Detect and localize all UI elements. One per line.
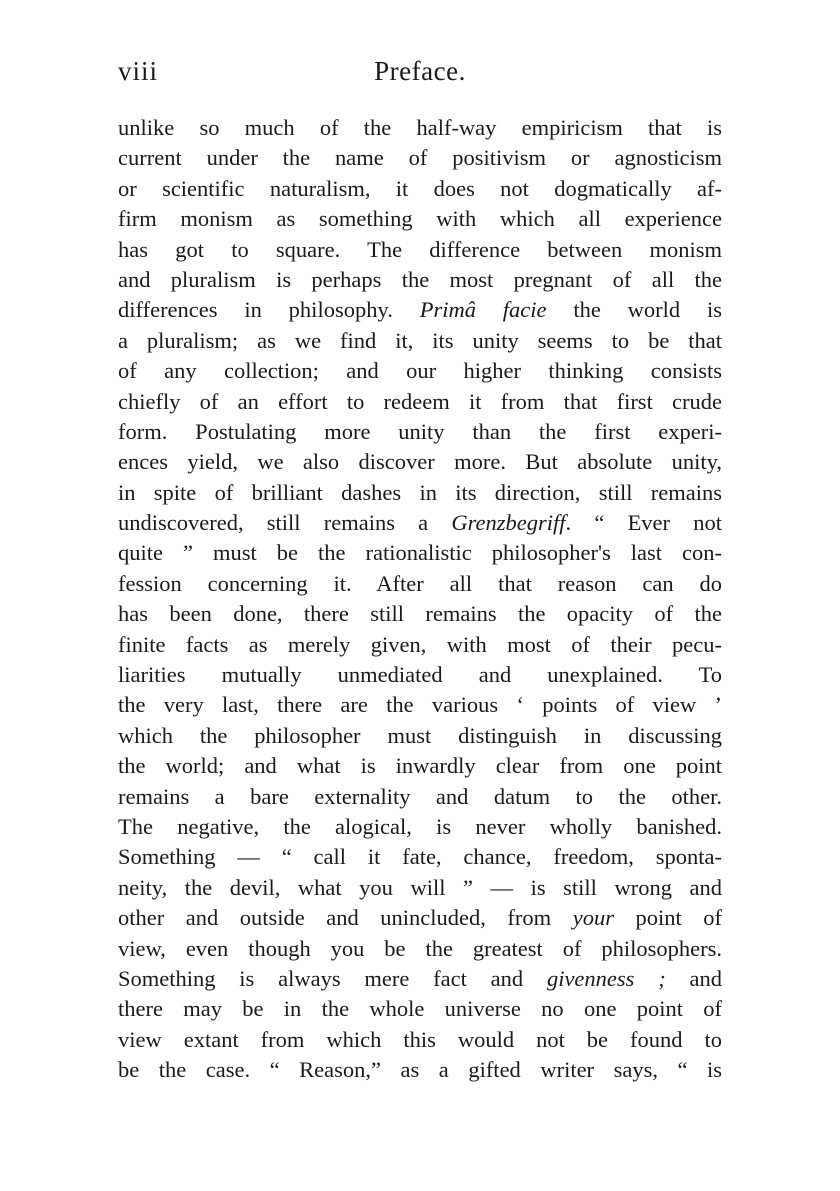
text-line: [118, 569, 722, 599]
text-line: [118, 964, 722, 994]
text-run: and pluralism is perhaps the most pregnant of all the: [118, 266, 722, 292]
text-run: current under the name of positivism or agnosticism: [118, 145, 722, 171]
text-run: neity, the devil, what you will ” — is still wrong and: [118, 874, 722, 900]
text-line: [118, 143, 722, 173]
text-run: other and outside and unincluded, from: [118, 905, 573, 931]
text-run: the world is: [546, 297, 722, 323]
text-line: [118, 1025, 722, 1055]
text-line: [118, 994, 722, 1024]
text-line: [118, 356, 722, 386]
text-line: [118, 903, 722, 933]
text-run: has been done, there still remains the opacity of the: [118, 601, 722, 627]
text-line: [118, 387, 722, 417]
text-run: remains a bare externality and datum to the other.: [118, 783, 722, 809]
page-number: viii: [118, 56, 159, 86]
italic-phrase: your: [572, 905, 614, 931]
text-line: [118, 751, 722, 781]
text-run: differences in philosophy.: [118, 297, 420, 323]
text-run: Something — “ call it fate, chance, freedom, sponta-: [118, 844, 722, 870]
text-run: . “ Ever not: [565, 510, 722, 536]
text-line: [118, 538, 722, 568]
text-line: [118, 478, 722, 508]
text-line: [118, 235, 722, 265]
text-run: firm monism as something with which all experience: [118, 206, 722, 232]
text-line: [118, 295, 722, 325]
text-run: form. Postulating more unity than the first experi-: [118, 418, 722, 444]
text-line: [118, 630, 722, 660]
text-run: undiscovered, still remains a: [118, 510, 452, 536]
text-run: liarities mutually unmediated and unexplained. To: [118, 662, 722, 688]
text-line: [118, 842, 722, 872]
text-run: fession concerning it. After all that reason can do: [118, 570, 722, 596]
text-line: [118, 417, 722, 447]
text-run: view, even though you be the greatest of philosophers.: [118, 935, 722, 961]
text-line: [118, 721, 722, 751]
text-run: has got to square. The difference between monism: [118, 236, 722, 262]
text-line: [118, 934, 722, 964]
running-title: Preface.: [374, 56, 466, 86]
running-head: [118, 56, 722, 92]
italic-phrase: Primâ facie: [419, 297, 547, 323]
text-line: [118, 204, 722, 234]
text-run: be the case. “ Reason,” as a gifted writer says, “ is: [118, 1057, 722, 1083]
text-run: of any collection; and our higher thinking consists: [118, 358, 722, 384]
text-line: [118, 447, 722, 477]
text-line: [118, 873, 722, 903]
text-line: [118, 1055, 722, 1085]
italic-phrase: givenness ;: [546, 965, 666, 991]
text-line: [118, 174, 722, 204]
text-line: [118, 265, 722, 295]
text-run: the very last, there are the various ‘ points of view ’: [118, 692, 722, 718]
text-run: point of: [613, 905, 722, 931]
text-run: Something is always mere fact and: [118, 965, 547, 991]
text-run: which the philosopher must distinguish in discussing: [118, 722, 722, 748]
text-run: a pluralism; as we find it, its unity seems to be that: [118, 327, 722, 353]
text-run: quite ” must be the rationalistic philosopher's last con-: [118, 540, 722, 566]
text-run: ences yield, we also discover more. But absolute unity,: [118, 449, 722, 475]
text-line: [118, 782, 722, 812]
body-text: [118, 113, 722, 1086]
text-run: unlike so much of the half-way empiricism that is: [118, 115, 722, 140]
text-run: in spite of brilliant dashes in its direction, still remains: [118, 479, 722, 505]
text-run: finite facts as merely given, with most of their pecu-: [118, 631, 722, 657]
text-run: view extant from which this would not be found to: [118, 1026, 722, 1052]
text-line: [118, 812, 722, 842]
text-line: [118, 660, 722, 690]
text-run: or scientific naturalism, it does not dogmatically af-: [118, 175, 722, 201]
text-line: [118, 326, 722, 356]
text-line: [118, 599, 722, 629]
text-line: [118, 690, 722, 720]
italic-phrase: Grenzbegriff: [451, 510, 566, 536]
text-run: and: [665, 965, 722, 991]
text-run: the world; and what is inwardly clear from one point: [118, 753, 722, 779]
text-run: there may be in the whole universe no one point of: [118, 996, 722, 1022]
text-run: chiefly of an effort to redeem it from that first crude: [118, 388, 722, 414]
text-line: [118, 113, 722, 143]
text-line: [118, 508, 722, 538]
text-run: The negative, the alogical, is never wholly banished.: [118, 813, 722, 839]
